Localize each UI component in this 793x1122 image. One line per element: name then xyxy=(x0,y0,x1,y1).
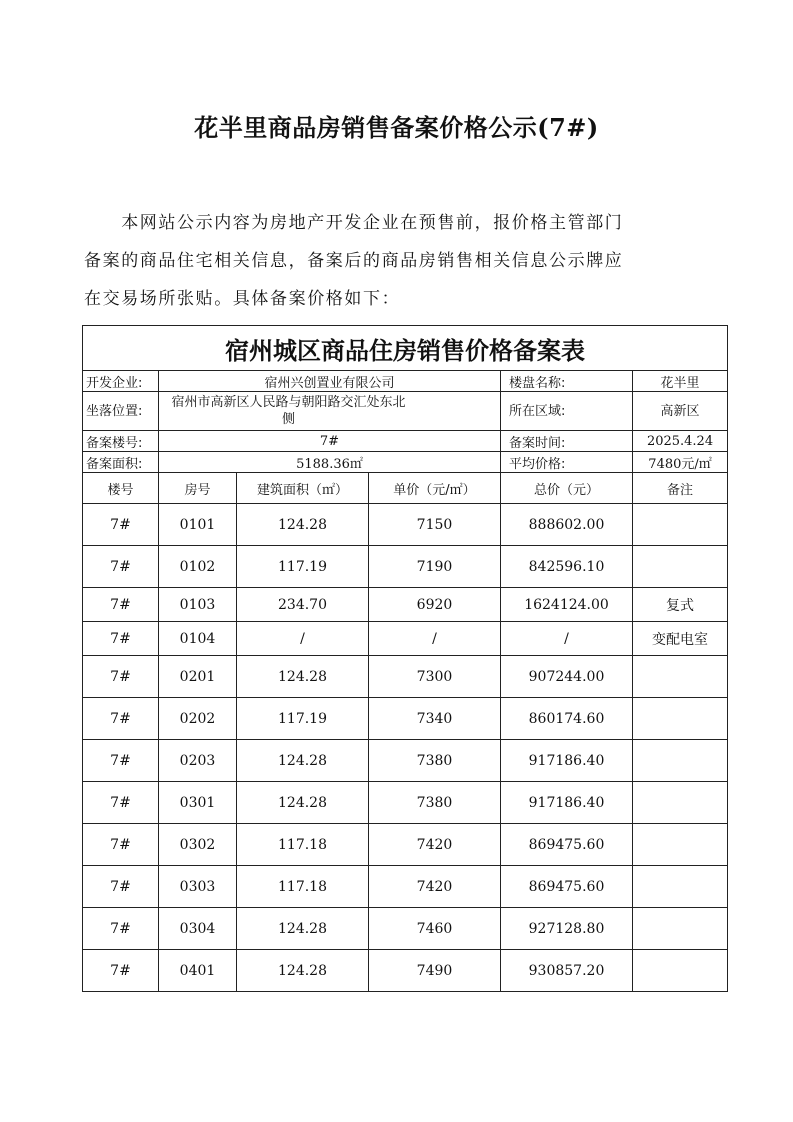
total-price-cell: / xyxy=(501,622,633,656)
table-row xyxy=(83,698,728,740)
room-cell: 0101 xyxy=(159,504,237,546)
column-header: 单价（元/㎡） xyxy=(369,473,501,504)
intro-paragraph xyxy=(84,204,724,318)
table-body xyxy=(83,504,728,992)
unit-price-cell: 7150 xyxy=(369,504,501,546)
unit-price-cell: / xyxy=(369,622,501,656)
area-cell: 124.28 xyxy=(237,950,369,992)
area-cell: 234.70 xyxy=(237,588,369,622)
table-row xyxy=(83,546,728,588)
room-cell: 0302 xyxy=(159,824,237,866)
date-label: 备案时间: xyxy=(501,431,633,452)
room-cell: 0104 xyxy=(159,622,237,656)
table-row xyxy=(83,908,728,950)
project-label: 楼盘名称: xyxy=(501,371,633,392)
total-price-cell: 1624124.00 xyxy=(501,588,633,622)
area-cell: 117.18 xyxy=(237,866,369,908)
building-cell: 7# xyxy=(83,588,159,622)
note-cell xyxy=(633,824,728,866)
area-cell: 117.19 xyxy=(237,698,369,740)
area-cell: 117.19 xyxy=(237,546,369,588)
unit-price-cell: 7460 xyxy=(369,908,501,950)
table-row xyxy=(83,866,728,908)
table-row xyxy=(83,950,728,992)
building-cell: 7# xyxy=(83,546,159,588)
area-cell: 117.18 xyxy=(237,824,369,866)
area-cell: / xyxy=(237,622,369,656)
district-label: 所在区域: xyxy=(501,392,633,431)
area-cell: 124.28 xyxy=(237,504,369,546)
column-header: 备注 xyxy=(633,473,728,504)
area-label: 备案面积: xyxy=(83,452,159,473)
building-cell: 7# xyxy=(83,782,159,824)
area-cell: 124.28 xyxy=(237,656,369,698)
unit-price-cell: 7490 xyxy=(369,950,501,992)
total-price-cell: 907244.00 xyxy=(501,656,633,698)
note-cell: 复式 xyxy=(633,588,728,622)
room-cell: 0103 xyxy=(159,588,237,622)
note-cell xyxy=(633,950,728,992)
area-cell: 124.28 xyxy=(237,740,369,782)
building-cell: 7# xyxy=(83,698,159,740)
building-cell: 7# xyxy=(83,504,159,546)
unit-price-cell: 6920 xyxy=(369,588,501,622)
room-cell: 0304 xyxy=(159,908,237,950)
building-cell: 7# xyxy=(83,824,159,866)
column-header: 建筑面积（㎡） xyxy=(237,473,369,504)
total-price-cell: 930857.20 xyxy=(501,950,633,992)
avg-price-label: 平均价格: xyxy=(501,452,633,473)
unit-price-cell: 7380 xyxy=(369,740,501,782)
building-cell: 7# xyxy=(83,866,159,908)
column-header: 总价（元） xyxy=(501,473,633,504)
building-value: 7# xyxy=(159,431,501,452)
table-row xyxy=(83,782,728,824)
table-row xyxy=(83,740,728,782)
total-price-cell: 842596.10 xyxy=(501,546,633,588)
unit-price-cell: 7300 xyxy=(369,656,501,698)
table-row xyxy=(83,622,728,656)
table-row xyxy=(83,656,728,698)
total-price-cell: 869475.60 xyxy=(501,866,633,908)
intro-line: 在交易场所张贴。具体备案价格如下： xyxy=(84,289,401,309)
room-cell: 0303 xyxy=(159,866,237,908)
room-cell: 0202 xyxy=(159,698,237,740)
area-cell: 124.28 xyxy=(237,782,369,824)
location-label: 坐落位置: xyxy=(83,392,159,431)
note-cell xyxy=(633,782,728,824)
room-cell: 0203 xyxy=(159,740,237,782)
note-cell xyxy=(633,908,728,950)
price-filing-table xyxy=(82,325,728,992)
avg-price-value: 7480元/㎡ xyxy=(633,452,728,473)
room-cell: 0201 xyxy=(159,656,237,698)
room-cell: 0301 xyxy=(159,782,237,824)
total-price-cell: 860174.60 xyxy=(501,698,633,740)
room-cell: 0401 xyxy=(159,950,237,992)
unit-price-cell: 7420 xyxy=(369,866,501,908)
note-cell xyxy=(633,866,728,908)
building-label: 备案楼号: xyxy=(83,431,159,452)
area-value: 5188.36㎡ xyxy=(159,452,501,473)
building-cell: 7# xyxy=(83,622,159,656)
building-cell: 7# xyxy=(83,950,159,992)
note-cell xyxy=(633,546,728,588)
total-price-cell: 869475.60 xyxy=(501,824,633,866)
date-value: 2025.4.24 xyxy=(633,431,728,452)
total-price-cell: 917186.40 xyxy=(501,740,633,782)
project-value: 花半里 xyxy=(633,371,728,392)
note-cell xyxy=(633,656,728,698)
total-price-cell: 888602.00 xyxy=(501,504,633,546)
total-price-cell: 927128.80 xyxy=(501,908,633,950)
table-row xyxy=(83,588,728,622)
column-header: 楼号 xyxy=(83,473,159,504)
note-cell xyxy=(633,740,728,782)
building-cell: 7# xyxy=(83,908,159,950)
room-cell: 0102 xyxy=(159,546,237,588)
intro-line: 本网站公示内容为房地产开发企业在预售前，报价格主管部门 xyxy=(84,213,624,233)
column-header: 房号 xyxy=(159,473,237,504)
location-value: 宿州市高新区人民路与朝阳路交汇处东北侧 xyxy=(159,392,501,431)
table-heading: 宿州城区商品住房销售价格备案表 xyxy=(83,326,728,371)
developer-label: 开发企业: xyxy=(83,371,159,392)
area-cell: 124.28 xyxy=(237,908,369,950)
unit-price-cell: 7340 xyxy=(369,698,501,740)
note-cell: 变配电室 xyxy=(633,622,728,656)
unit-price-cell: 7420 xyxy=(369,824,501,866)
total-price-cell: 917186.40 xyxy=(501,782,633,824)
unit-price-cell: 7190 xyxy=(369,546,501,588)
district-value: 高新区 xyxy=(633,392,728,431)
note-cell xyxy=(633,504,728,546)
intro-line: 备案的商品住宅相关信息，备案后的商品房销售相关信息公示牌应 xyxy=(84,251,624,271)
note-cell xyxy=(633,698,728,740)
table-row xyxy=(83,504,728,546)
building-cell: 7# xyxy=(83,656,159,698)
page-title: 花半里商品房销售备案价格公示(7#) xyxy=(194,113,599,142)
developer-value: 宿州兴创置业有限公司 xyxy=(159,371,501,392)
table-row xyxy=(83,824,728,866)
unit-price-cell: 7380 xyxy=(369,782,501,824)
building-cell: 7# xyxy=(83,740,159,782)
